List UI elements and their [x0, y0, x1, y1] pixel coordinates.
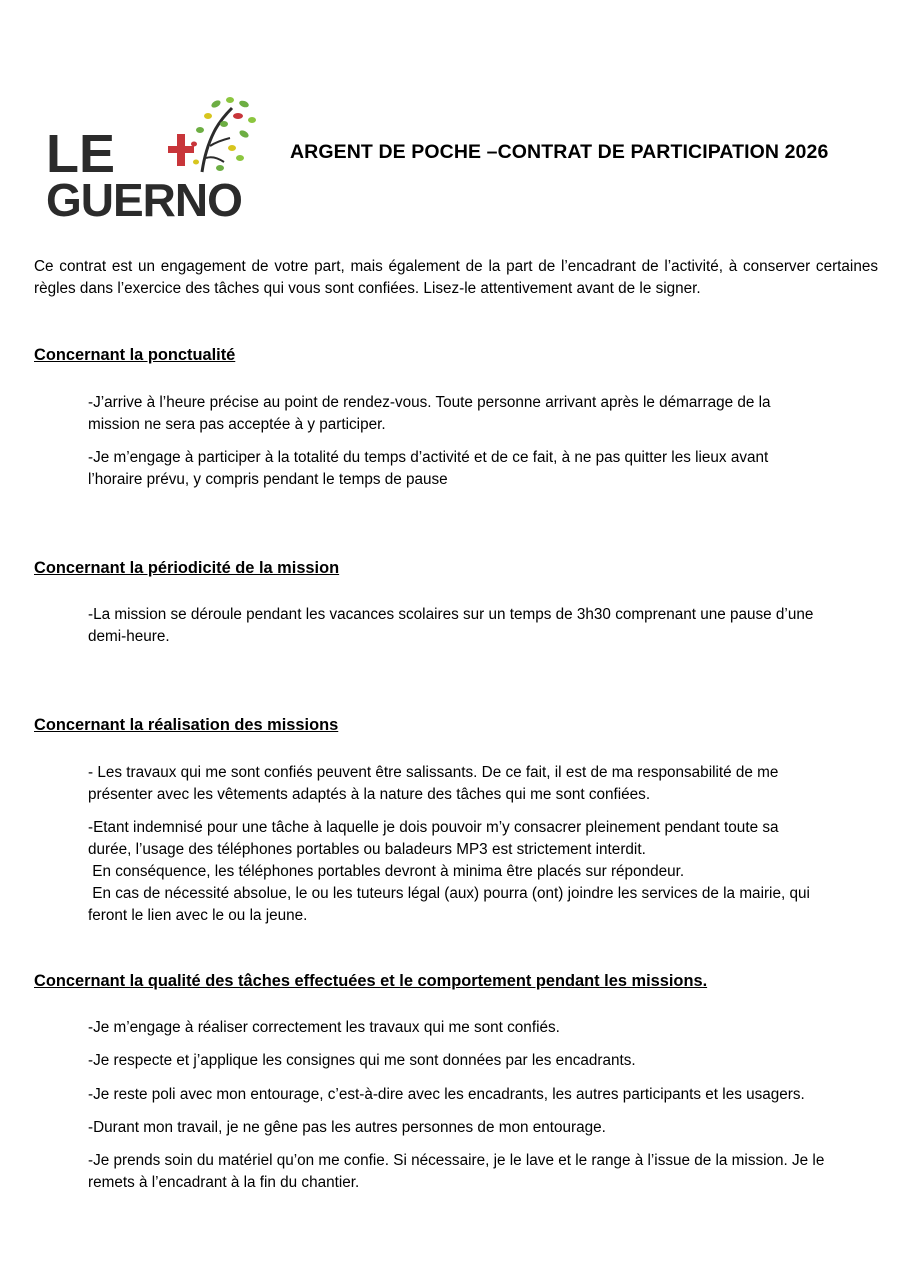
le-guerno-logo [44, 88, 266, 220]
list-item: -Je m’engage à participer à la totalité du temps d’activité et de ce fait, à ne pas quitter les lieux avant l’horaire prévu, y compris pendant le temps de pause [88, 449, 769, 488]
section-heading-realisation: Concernant la réalisation des missions [34, 716, 339, 734]
list-item: -Etant indemnisé pour une tâche à laquelle je dois pouvoir m’y consacrer pleinement pendant toute sa durée, l’usage des téléphones portables ou baladeurs MP3 est strictement interdit. En conséquence, les téléphones portables devront à minima être placés sur répondeur. En cas de nécessité absolue, le ou les tuteurs légal (aux) pourra (ont) joindre les services de la mairie, qui feront le lien avec le ou la jeune. [88, 819, 810, 924]
list-item: -J’arrive à l’heure précise au point de rendez-vous. Toute personne arrivant après le démarrage de la mission ne sera pas acceptée à y participer. [88, 394, 771, 433]
logo-line1: LE [46, 124, 116, 184]
list-item: -Je prends soin du matériel qu’on me confie. Si nécessaire, je le lave et le range à l’issue de la mission. Je le remets à l’encadrant à la fin du chantier. [88, 1152, 825, 1191]
logo-graphic [44, 88, 266, 220]
section-heading-periodicite: Concernant la périodicité de la mission [34, 559, 340, 577]
document-title: ARGENT DE POCHE –CONTRAT DE PARTICIPATION 2026 [290, 141, 829, 163]
list-item: -Durant mon travail, je ne gêne pas les autres personnes de mon entourage. [88, 1119, 606, 1136]
tree-leaves-icon [191, 97, 256, 171]
section-heading-qualite: Concernant la qualité des tâches effectuées et le comportement pendant les missions. [34, 972, 708, 990]
list-item: -Je reste poli avec mon entourage, c’est-à-dire avec les encadrants, les autres participants et les usagers. [88, 1086, 805, 1103]
cross-icon [168, 134, 194, 166]
list-item: -La mission se déroule pendant les vacances scolaires sur un temps de 3h30 comprenant une pause d’une demi-heure. [88, 606, 814, 645]
list-item: -Je respecte et j’applique les consignes qui me sont données par les encadrants. [88, 1052, 636, 1069]
intro-paragraph: Ce contrat est un engagement de votre part, mais également de la part de l’encadrant de l’activité, à conserver certaines règles dans l’exercice des tâches qui vous sont confiées. Lisez-le attentivement avant de le signer. [34, 258, 878, 297]
logo-line2: GUERNO [46, 174, 242, 220]
list-item: - Les travaux qui me sont confiés peuvent être salissants. De ce fait, il est de ma responsabilité de me présenter avec les vêtements adaptés à la nature des tâches qui me sont confiées. [88, 764, 779, 803]
section-heading-ponctualite: Concernant la ponctualité [34, 346, 236, 364]
list-item: -Je m’engage à réaliser correctement les travaux qui me sont confiés. [88, 1019, 560, 1036]
